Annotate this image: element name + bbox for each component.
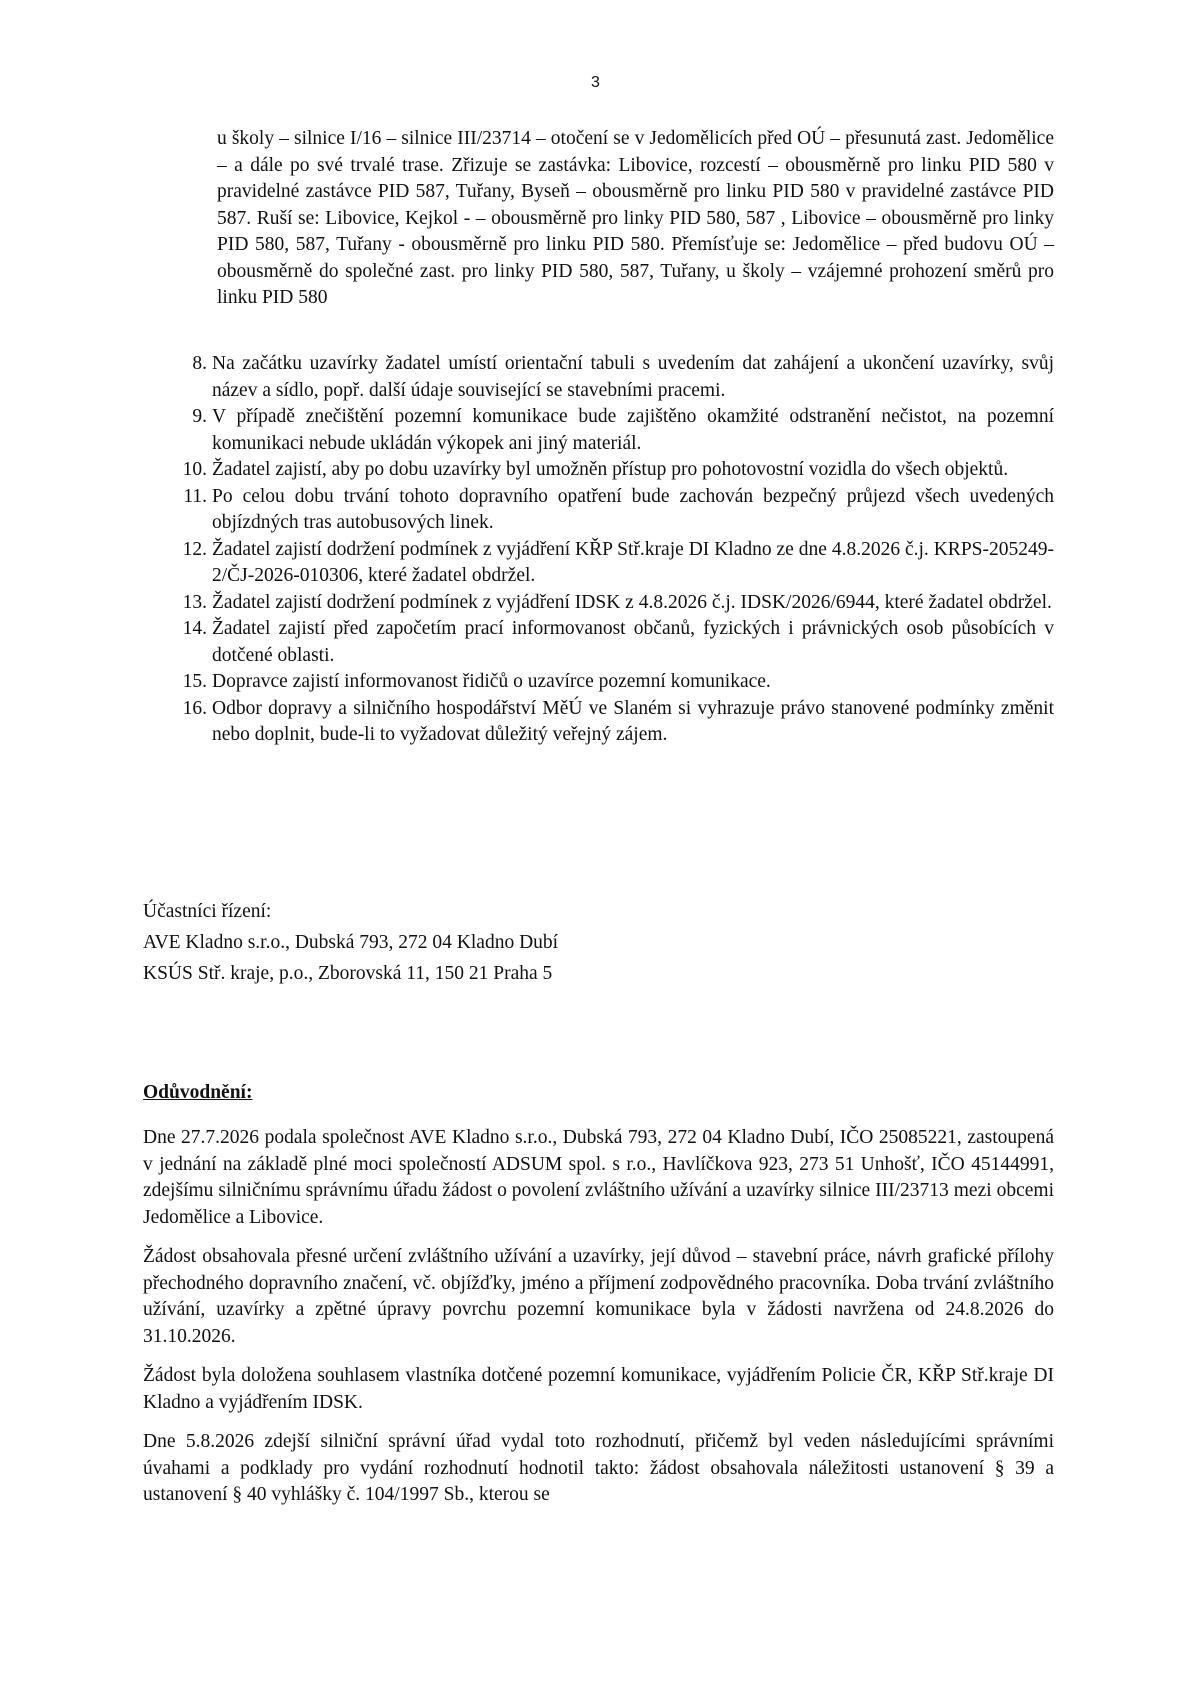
participants-section: [143, 896, 1043, 989]
condition-text: Žadatel zajistí dodržení podmínek z vyjádření KŘP Stř.kraje DI Kladno ze dne 4.8.2026 č.j. KRPS-205249-2/ČJ-2026-010306, které žadatel obdržel.: [212, 538, 1054, 586]
condition-item-14: [140, 616, 1054, 669]
reasoning-section: [143, 1125, 1054, 1522]
condition-item-11: [140, 484, 1054, 537]
conditions-list: [140, 351, 1054, 749]
condition-number: 9.: [192, 406, 207, 427]
condition-number: 10.: [182, 459, 207, 480]
reasoning-heading: Odůvodnění:: [143, 1082, 253, 1103]
condition-item-8: [140, 351, 1054, 404]
condition-text: Na začátku uzavírky žadatel umístí orientační tabuli s uvedením dat zahájení a ukončení uzavírky, svůj název a sídlo, popř. další údaje související se stavebními pracemi.: [212, 353, 1054, 401]
condition-item-12: [140, 537, 1054, 590]
condition-text: Žadatel zajistí dodržení podmínek z vyjádření IDSK z 4.8.2026 č.j. IDSK/2026/6944, které žadatel obdržel.: [212, 591, 1052, 613]
condition-number: 8.: [192, 353, 207, 374]
page-number: 3: [591, 74, 600, 91]
participants-label: Účastníci řízení:: [143, 901, 272, 922]
condition-text: Žadatel zajistí před započetím prací informovanost občanů, fyzických i právnických osob působících v dotčené oblasti.: [212, 618, 1054, 666]
condition-number: 13.: [182, 591, 207, 613]
reasoning-paragraph: Dne 27.7.2026 podala společnost AVE Kladno s.r.o., Dubská 793, 272 04 Kladno Dubí, IČO 25085221, zastoupená v jednání na základě plné moci společností ADSUM spol. s r.o., Havlíčkova 923, 273 51 Unhošť, IČO 45144991, zdejšímu silničnímu správnímu úřadu žádost o povolení zvláštního užívání a uzavírky silnice III/23713 mezi obcemi Jedomělice a Libovice.: [143, 1127, 1054, 1228]
reasoning-paragraph: Dne 5.8.2026 zdejší silniční správní úřad vydal toto rozhodnutí, přičemž byl veden následujícími správními úvahami a podklady pro vydání rozhodnutí hodnotil takto: žádost obsahovala náležitosti ustanovení § 39 a ustanovení § 40 vyhlášky č. 104/1997 Sb., kterou se: [143, 1431, 1054, 1505]
condition-number: 14.: [182, 618, 207, 639]
reasoning-paragraph: Žádost obsahovala přesné určení zvláštního užívání a uzavírky, její důvod – stavební práce, návrh grafické přílohy přechodného dopravního značení, vč. objížďky, jméno a příjmení zodpovědného pracovníka. Doba trvání zvláštního užívání, uzavírky a zpětné úpravy povrchu pozemní komunikace byla v žádosti navržena od 24.8.2026 do 31.10.2026.: [143, 1246, 1054, 1347]
condition-item-15: [140, 669, 1054, 696]
condition-item-16: [140, 696, 1054, 749]
condition-text: Dopravce zajistí informovanost řidičů o uzavírce pozemní komunikace.: [212, 671, 771, 692]
condition-text: V případě znečištění pozemní komunikace bude zajištěno okamžité odstranění nečistot, na pozemní komunikaci nebude ukládán výkopek ani jiný materiál.: [212, 406, 1054, 454]
continuation-paragraph: u školy – silnice I/16 – silnice III/23714 – otočení se v Jedomělicích před OÚ – přesunutá zast. Jedomělice – a dále po své trvalé trase. Zřizuje se zastávka: Libovice, rozcestí – obousměrně pro linku PID 580 v pravidelné zastávce PID 587, Tuřany, Byseň – obousměrně pro linku PID 580 v pravidelné zastávce PID 587. Ruší se: Libovice, Kejkol - – obousměrně pro linky PID 580, 587 , Libovice – obousměrně pro linky PID 580, 587, Tuřany - obousměrně pro linku PID 580. Přemísťuje se: Jedomělice – před budovu OÚ – obousměrně do společné zast. pro linky PID 580, 587, Tuřany, u školy – vzájemné prohození směrů pro linku PID 580: [217, 128, 1054, 308]
condition-number: 12.: [182, 538, 207, 560]
condition-number: 11.: [183, 485, 207, 507]
condition-item-10: [140, 457, 1054, 484]
participant-line: AVE Kladno s.r.o., Dubská 793, 272 04 Kladno Dubí: [143, 932, 559, 953]
reasoning-paragraph: Žádost byla doložena souhlasem vlastníka dotčené pozemní komunikace, vyjádřením Policie ČR, KŘP Stř.kraje DI Kladno a vyjádřením IDSK.: [143, 1365, 1054, 1413]
condition-text: Po celou dobu trvání tohoto dopravního opatření bude zachován bezpečný průjezd všech uvedených objízdných tras autobusových linek.: [212, 485, 1054, 533]
participant-line: KSÚS Stř. kraje, p.o., Zborovská 11, 150 21 Praha 5: [143, 963, 553, 984]
condition-item-13: [140, 590, 1054, 617]
condition-text: Žadatel zajistí, aby po dobu uzavírky byl umožněn přístup pro pohotovostní vozidla do všech objektů.: [212, 459, 1009, 480]
condition-text: Odbor dopravy a silničního hospodářství MěÚ ve Slaném si vyhrazuje právo stanovené podmínky změnit nebo doplnit, bude-li to vyžadovat důležitý veřejný zájem.: [212, 697, 1054, 745]
condition-item-9: [140, 404, 1054, 457]
condition-number: 16.: [182, 697, 207, 719]
condition-number: 15.: [182, 671, 207, 692]
